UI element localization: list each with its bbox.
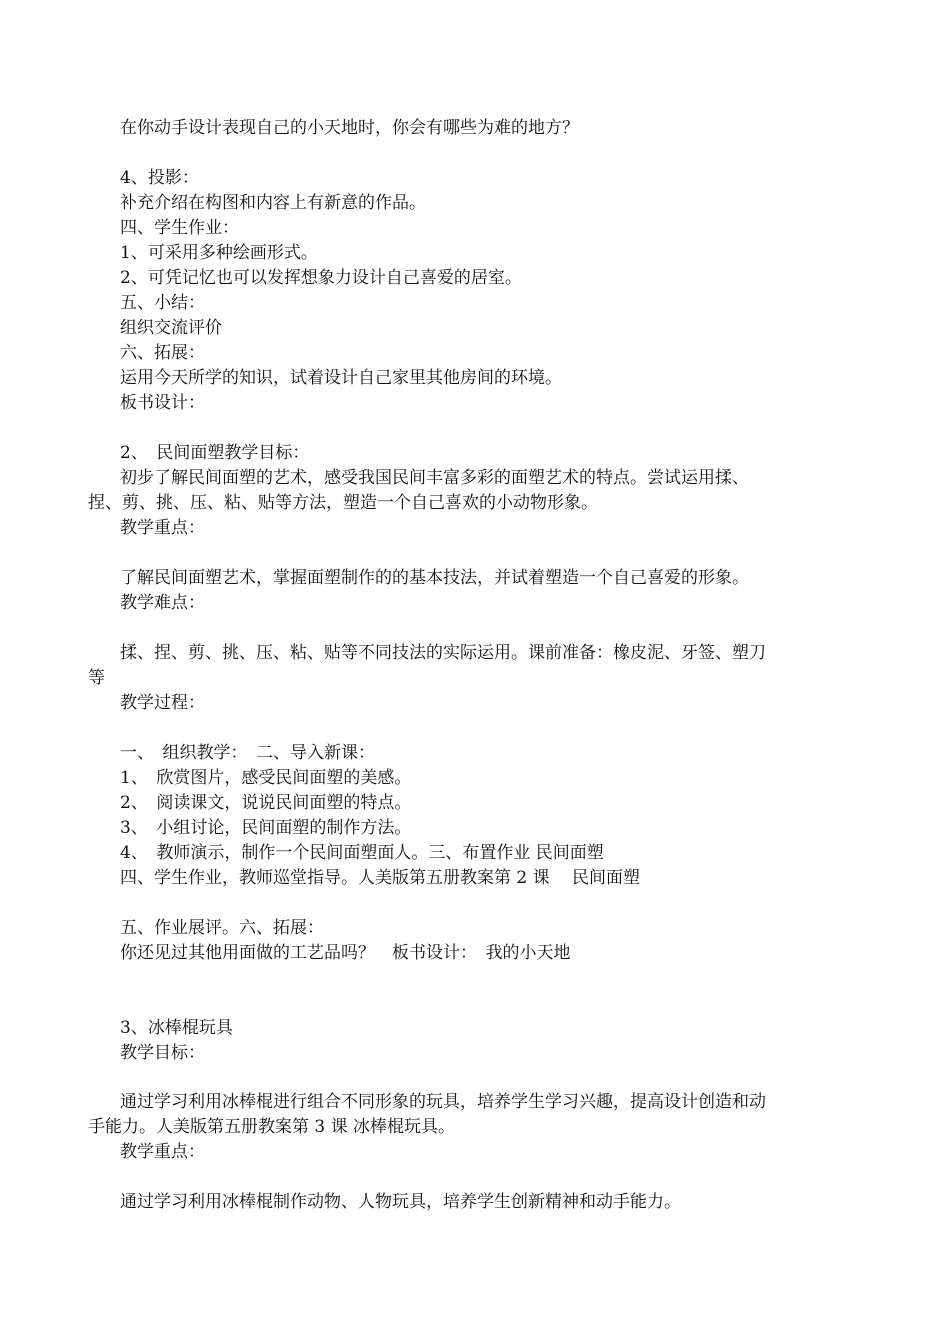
- section-heading: 教学难点：: [120, 593, 205, 613]
- section-heading: 教学目标：: [120, 1043, 205, 1063]
- text-line: 补充介绍在构图和内容上有新意的作品。: [120, 193, 426, 213]
- list-item: 4、 教师演示，制作一个民间面塑面人。三、布置作业 民间面塑: [120, 843, 604, 863]
- lesson-title: 2、 民间面塑教学目标：: [120, 443, 310, 463]
- text-line: 在你动手设计表现自己的小天地时，你会有哪些为难的地方？: [120, 118, 579, 138]
- text-line: 一、 组织教学： 二、导入新课：: [120, 743, 375, 763]
- list-item: 3、 小组讨论，民间面塑的制作方法。: [120, 818, 412, 838]
- text-line: 揉、捏、剪、挑、压、粘、贴等不同技法的实际运用。课前准备：橡皮泥、牙签、塑刀: [120, 643, 766, 663]
- section-heading: 教学重点：: [120, 518, 205, 538]
- list-item: 1、可采用多种绘画形式。: [120, 243, 318, 263]
- text-line: 手能力。人美版第五册教案第 3 课 冰棒棍玩具。: [88, 1117, 456, 1137]
- section-heading: 板书设计：: [120, 393, 205, 413]
- text-line: 组织交流评价: [120, 318, 222, 338]
- text-line: 初步了解民间面塑的艺术，感受我国民间丰富多彩的面塑艺术的特点。尝试运用揉、: [120, 468, 749, 488]
- text-line: 你还见过其他用面做的工艺品吗？ 板书设计： 我的小天地: [120, 943, 571, 963]
- section-heading: 五、小结：: [120, 293, 205, 313]
- lesson-title: 3、冰棒棍玩具: [120, 1018, 233, 1038]
- text-line: 运用今天所学的知识，试着设计自己家里其他房间的环境。: [120, 368, 562, 388]
- list-item: 2、可凭记忆也可以发挥想象力设计自己喜爱的居室。: [120, 268, 522, 288]
- list-item: 1、 欣赏图片，感受民间面塑的美感。: [120, 768, 412, 788]
- text-line: 捏、剪、挑、压、粘、贴等方法，塑造一个自己喜欢的小动物形象。: [88, 493, 598, 513]
- text-line: 通过学习利用冰棒棍制作动物、人物玩具，培养学生创新精神和动手能力。: [120, 1192, 681, 1212]
- section-heading: 教学过程：: [120, 693, 205, 713]
- section-heading: 教学重点：: [120, 1142, 205, 1162]
- text-line: 了解民间面塑艺术，掌握面塑制作的的基本技法，并试着塑造一个自己喜爱的形象。: [120, 568, 749, 588]
- text-line: 等: [88, 668, 105, 688]
- text-line: 通过学习利用冰棒棍进行组合不同形象的玩具，培养学生学习兴趣，提高设计创造和动: [120, 1092, 766, 1112]
- list-item: 2、 阅读课文，说说民间面塑的特点。: [120, 793, 412, 813]
- text-line: 四、学生作业，教师巡堂指导。人美版第五册教案第 2 课 民间面塑: [120, 868, 641, 888]
- section-heading: 四、学生作业：: [120, 218, 239, 238]
- section-heading: 六、拓展：: [120, 343, 205, 363]
- text-line: 五、作业展评。六、拓展：: [120, 918, 324, 938]
- section-heading: 4、投影：: [120, 168, 199, 188]
